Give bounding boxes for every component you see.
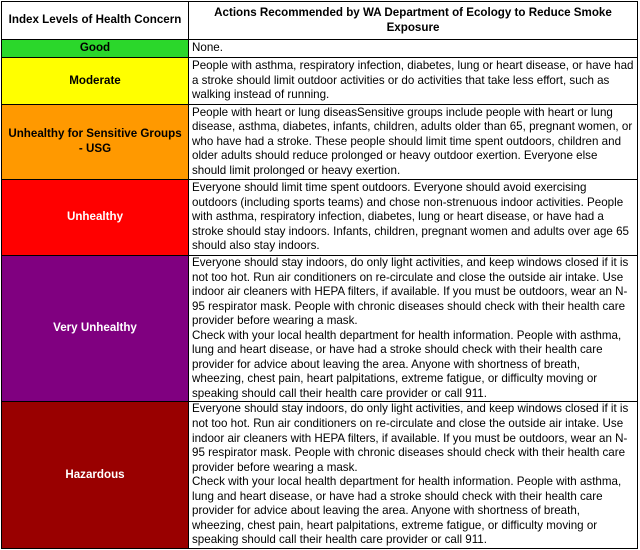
action-very-unhealthy (189, 256, 638, 402)
action-text: Everyone should stay indoors, do only light activities, and keep windows closed if it is not too hot. Run air conditioners on re-circulate and close the outside air intake. Use indoor air cleaners with HEPA filters, if available. If you must be outdoors, wear an N-95 respirator mask. People with chronic diseases should check with their health care provider before wearing a mask. (192, 256, 629, 328)
header-index-levels: Index Levels of Health Concern (2, 2, 189, 40)
action-good (189, 40, 638, 58)
level-moderate: Moderate (2, 58, 189, 105)
table-row (2, 180, 638, 256)
action-text: Check with your local health department for health information. People with asthma, lung and heart disease, or have had a stroke should check with their health care provider for advice about leaving the area. Anyone with shortness of breath, wheezing, chest pain, heart palpitations, extreme fatigue, or difficulty moving or speaking should call their health care provider or call 911. (192, 475, 622, 547)
level-unhealthy: Unhealthy (2, 180, 189, 256)
action-text: Check with your local health department for health information. People with asthma, lung and heart disease, or have had a stroke should check with their health care provider for advice about leaving the area. Anyone with shortness of breath, wheezing, chest pain, heart palpitations, extreme fatigue, or difficulty moving or speaking should call their health care provider or call 911. (192, 328, 622, 400)
table-row (2, 402, 638, 548)
level-very-unhealthy: Very Unhealthy (2, 256, 189, 402)
action-text: None. (192, 41, 223, 55)
action-moderate (189, 58, 638, 105)
header-row (2, 2, 638, 40)
action-text: People with asthma, respiratory infection, diabetes, lung or heart disease, or have had a stroke should limit outdoor activities or do activities that take less effort, such as walking instead of running. (192, 59, 634, 102)
action-text: Everyone should limit time spent outdoors. Everyone should avoid exercising outdoors (including sports teams) and chose non-strenuous indoor activities. People with asthma, respiratory infection, diabetes, lung or heart disease, or have had a stroke should stay indoors. Infants, children, pregnant women and adults over age 65 should also stay indoors. (192, 181, 629, 253)
action-text: Everyone should stay indoors, do only light activities, and keep windows closed if it is not too hot. Run air conditioners on re-circulate and close the outside air intake. Use indoor air cleaners with HEPA filters, if available. If you must be outdoors, wear an N-95 respirator mask. People with chronic diseases should check with their health care provider before wearing a mask. (192, 402, 629, 474)
table-row (2, 105, 638, 180)
action-text: People with heart or lung diseasSensitive groups include people with heart or lung disease, asthma, diabetes, infants, children, adults older than 65, pregnant women, or who have had a stroke. These people should limit time spent outdoors, children and older adults should reduce prolonged or heavy outdoor exertion. Everyone else should limit prolonged or heavy exertion. (192, 105, 633, 177)
action-usg (189, 105, 638, 180)
level-good: Good (2, 40, 189, 58)
health-concern-table (1, 1, 638, 549)
table-row (2, 256, 638, 402)
table-row (2, 40, 638, 58)
header-actions: Actions Recommended by WA Department of Ecology to Reduce Smoke Exposure (189, 2, 638, 40)
table-row (2, 58, 638, 105)
action-hazardous (189, 402, 638, 548)
level-usg: Unhealthy for Sensitive Groups - USG (2, 105, 189, 180)
level-hazardous: Hazardous (2, 402, 189, 548)
action-unhealthy (189, 180, 638, 256)
